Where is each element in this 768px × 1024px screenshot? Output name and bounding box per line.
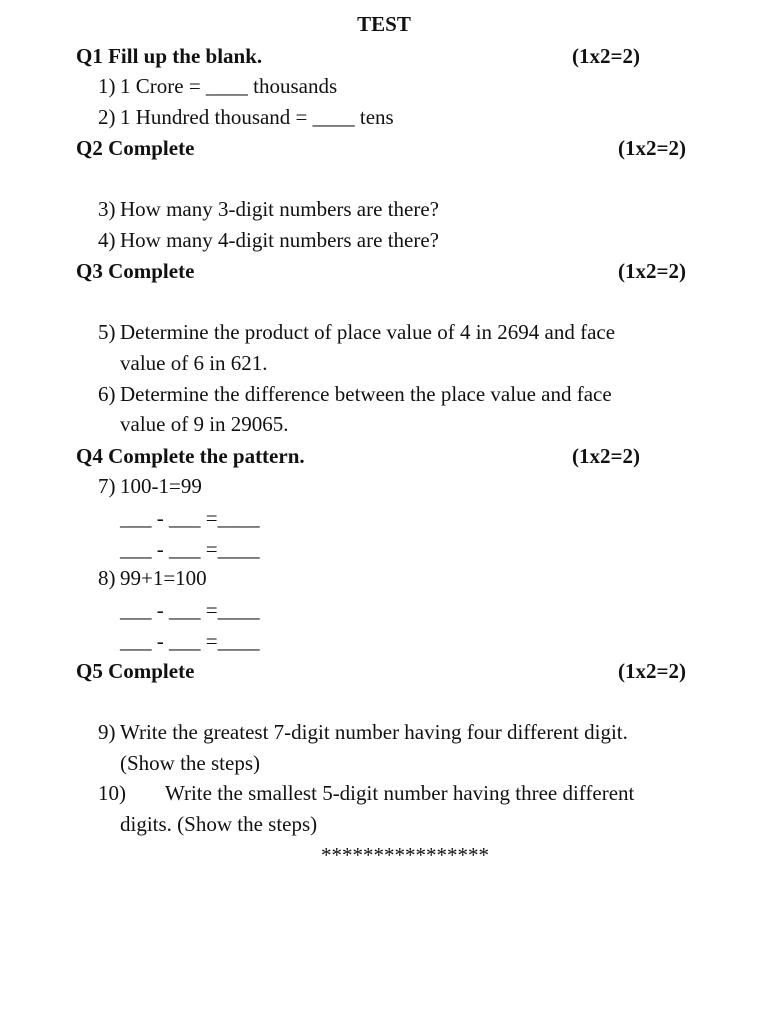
q5-marks: (1x2=2) [618,659,686,683]
q4-item-7-text: 100-1=99 [120,474,202,498]
q2-item-4-text: How many 4-digit numbers are there? [120,228,439,252]
q4-item-8-text: 99+1=100 [120,566,207,590]
q4-item-7-blank-2: ___ - ___ =____ [120,537,260,561]
q5-item-9-line1: Write the greatest 7-digit number having four different digit. [120,720,628,744]
q3-item-6-number: 6) [98,382,116,406]
q1-item-1-number: 1) [98,74,116,98]
q3-item-6-line1: Determine the difference between the place value and face [120,382,612,406]
q1-item-2-number: 2) [98,105,116,129]
q1-item-1-text: 1 Crore = ____ thousands [120,74,338,98]
q3-item-5-number: 5) [98,320,116,344]
q4-item-7-blank-1: ___ - ___ =____ [120,506,260,530]
q4-marks: (1x2=2) [572,444,640,468]
q5-heading: Q5 Complete [76,659,195,683]
q4-item-8-blank-1: ___ - ___ =____ [120,598,260,622]
q2-item-3-text: How many 3-digit numbers are there? [120,197,439,221]
q3-heading: Q3 Complete [76,259,195,283]
q3-item-6-line2: value of 9 in 29065. [120,412,289,436]
q1-marks: (1x2=2) [572,44,640,68]
end-separator: **************** [321,843,489,867]
q4-item-7-number: 7) [98,474,116,498]
q5-item-10-line1: Write the smallest 5-digit number having three different [165,781,635,805]
q1-item-2-text: 1 Hundred thousand = ____ tens [120,105,394,129]
q3-item-5-line1: Determine the product of place value of 4 in 2694 and face [120,320,616,344]
q5-item-10-line2: digits. (Show the steps) [120,812,318,836]
q2-heading: Q2 Complete [76,136,195,160]
q5-item-9-number: 9) [98,720,116,744]
q2-item-4-number: 4) [98,228,116,252]
q5-item-9-line2: (Show the steps) [120,751,260,775]
q1-heading: Q1 Fill up the blank. [76,44,263,68]
q4-heading: Q4 Complete the pattern. [76,444,305,468]
q3-item-5-line2: value of 6 in 621. [120,351,268,375]
q4-item-8-blank-2: ___ - ___ =____ [120,629,260,653]
q3-marks: (1x2=2) [618,259,686,283]
q4-item-8-number: 8) [98,566,116,590]
page-title: TEST [357,12,411,36]
q2-marks: (1x2=2) [618,136,686,160]
q5-item-10-number: 10) [98,781,126,805]
q2-item-3-number: 3) [98,197,116,221]
